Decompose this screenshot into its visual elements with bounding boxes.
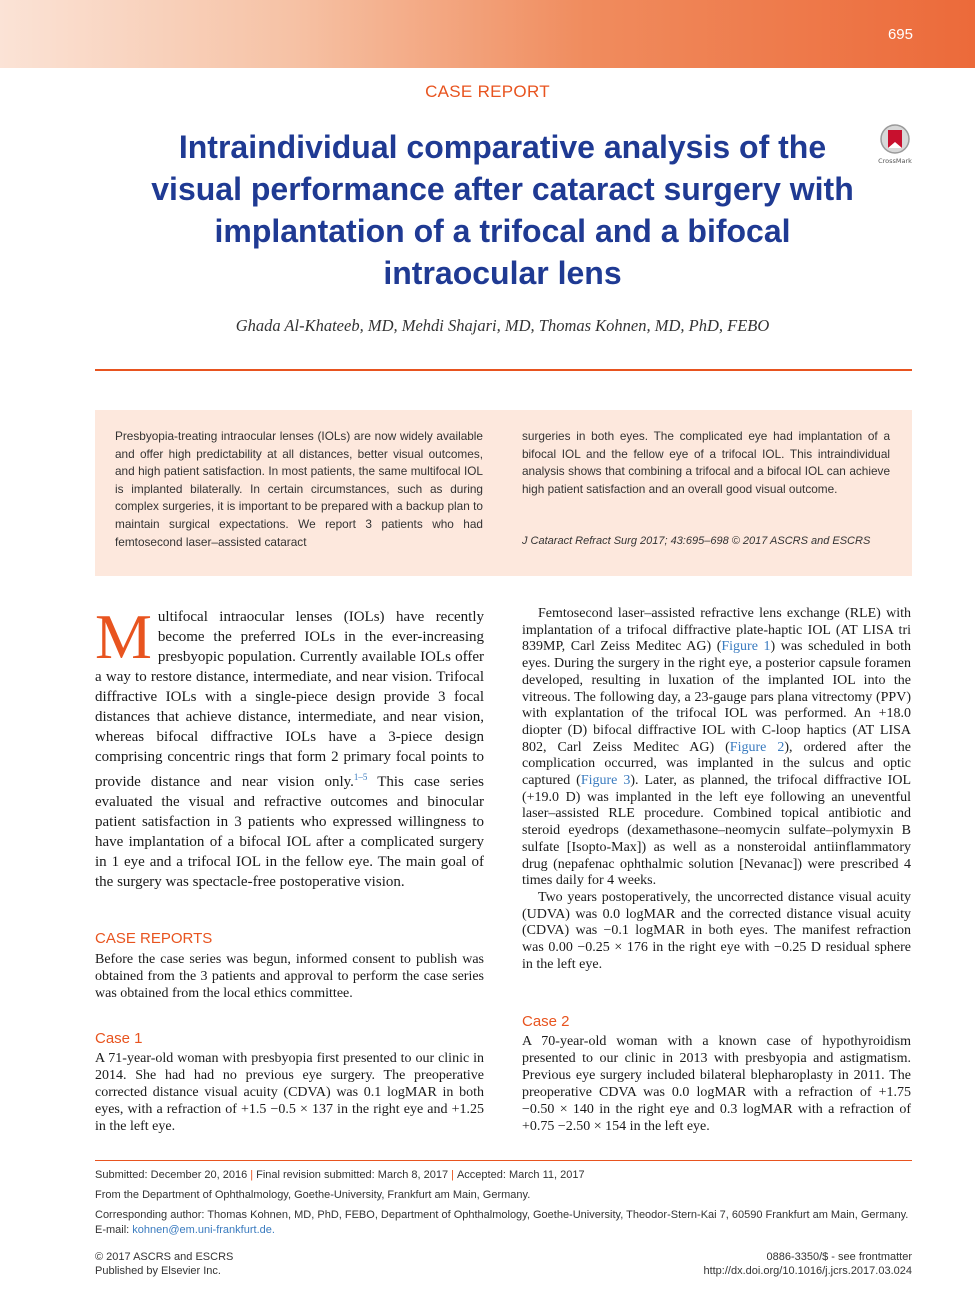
intro-text-b: This case series evaluated the visual and refractive outcomes and binocular patient satisfaction in 3 patients who expressed willingness to have implantation of a bifocal IOL after a complicated surgery in 1 eye and a trifocal IOL in the fellow eye. The main goal of the surgery was spectacle-free postoperative vision. <box>95 774 484 890</box>
case1-paragraph: A 71-year-old woman with presbyopia first presented to our clinic in 2014. She had had no previous eye surgery. The preoperative corrected distance visual acuity (CDVA) was 0.1 logMAR in both eyes, with a refraction of +1.5 −0.5 × 137 in the right eye and +1.25 in the left eye. <box>95 1051 484 1134</box>
case-reports-paragraph: Before the case series was begun, informed consent to publish was obtained from the 3 patients and approval to perform the case series was obtained from the local ethics committee. <box>95 952 484 1001</box>
abstract-col-1: Presbyopia-treating intraocular lenses (IOLs) are now widely available and offer high predictability at all distances, better visual outcomes, and high patient satisfaction. In most patients, the same multifocal IOL is implanted bilaterally. In certain circumstances, such as during complex surgeries, it is important to be prepared with a backup plan to maintain surgical expectations. We report 3 patients who had femtosecond laser–assisted cataract <box>115 429 483 549</box>
figure-3-link[interactable]: Figure 3 <box>580 773 631 789</box>
page-number: 695 <box>887 26 913 43</box>
copyright: © 2017 ASCRS and ESCRS <box>95 1251 234 1263</box>
affiliation: From the Department of Ophthalmology, Goethe-University, Frankfurt am Main, Germany. <box>95 1189 531 1201</box>
case1-heading: Case 1 <box>95 1030 143 1047</box>
case2-paragraph: A 70-year-old woman with a known case of hypothyroidism presented to our clinic in 2013 with presbyopia and astigmatism. Previous eye surgery included bilateral blepharoplasty in 2011. The preoperative CDVA was 0.0 logMAR with a refraction of +1.75 −0.50 × 140 in the right eye and 0.3 logMAR with a refraction of +0.75 −2.50 × 154 in the left eye. <box>522 1034 911 1134</box>
case-reports-heading: CASE REPORTS <box>95 930 213 947</box>
case2-text <box>522 1033 911 1135</box>
header-bar <box>0 0 975 68</box>
crossmark-label: CrossMark <box>878 157 912 165</box>
submitted-date: Submitted: December 20, 2016 <box>95 1169 248 1181</box>
accepted-date: Accepted: March 11, 2017 <box>456 1169 585 1181</box>
title-divider <box>95 369 912 371</box>
corresponding-author: Corresponding author: Thomas Kohnen, MD, PhD, FEBO, Department of Ophthalmology, Goethe-University, Theodor-Stern-Kai 7, 60590 Frankfurt am Main, Germany. E-mail: kohnen@em.uni-frankfurt.de. <box>95 1209 909 1236</box>
figure-1-link[interactable]: Figure 1 <box>721 639 771 655</box>
dropcap: M <box>95 601 152 672</box>
revision-date: Final revision submitted: March 8, 2017 <box>256 1169 449 1181</box>
author-list: Ghada Al-Khateeb, MD, Mehdi Shajari, MD, Thomas Kohnen, MD, PhD, FEBO <box>235 316 770 335</box>
reference-link[interactable]: 1–5 <box>353 772 368 782</box>
publisher: Published by Elsevier Inc. <box>95 1265 221 1277</box>
footer-right <box>703 1250 912 1278</box>
right-column <box>522 606 911 973</box>
submission-dates: Submitted: December 20, 2016 | Final revision submitted: March 8, 2017 | Accepted: March 11, 2017 <box>95 1169 585 1181</box>
email-link[interactable]: kohnen@em.uni-frankfurt.de. <box>132 1224 275 1236</box>
section-label: CASE REPORT <box>425 82 550 101</box>
right-paragraph-1: Femtosecond laser–assisted refractive lens exchange (RLE) with implantation of a trifocal diffractive plate-haptic IOL (AT LISA tri 839MP, Carl Zeiss Meditec AG) (Figure 1) was scheduled in both eyes. During the surgery in the right eye, a posterior capsule foramen developed, resulting in luxation of the implanted IOL into the vitreous. The following day, a 23-gauge pars plana vitrectomy (PPV) with explantation of the trifocal IOL was performed. An +18.0 diopter (D) bifocal diffractive IOL with C-loop haptics (AT LISA 802, Carl Zeiss Meditec AG) (Figure 2), ordered after the complication occurred, was implanted in the sulcus and optic captured (Figure 3). Later, as planned, the trifocal diffractive IOL (+19.0 D) was implanted in the left eye following an uneventful laser–assisted RLE procedure. Combined topical antibiotic and steroid eyedrops (dexamethasone–neomycin sulfate–polymyxin B sulfate [Isopto-Max]) as well as a nonsteroidal antiinflammatory drug (nepafenac ophthalmic solution [Nevanac]) were prescribed 4 times daily for 4 weeks. <box>522 606 911 889</box>
figure-2-link[interactable]: Figure 2 <box>729 739 785 755</box>
footer-divider <box>95 1160 912 1161</box>
case1-text <box>95 1050 484 1135</box>
doi-link[interactable]: http://dx.doi.org/10.1016/j.jcrs.2017.03.024 <box>703 1265 912 1277</box>
footer-left <box>95 1250 233 1278</box>
right-paragraph-2: Two years postoperatively, the uncorrected distance visual acuity (UDVA) was 0.0 logMAR and the corrected distance visual acuity (CDVA) was −0.1 logMAR in both eyes. The manifest refraction was 0.00 −0.25 × 176 in the right eye with −0.25 D residual sphere in the left eye. <box>522 889 911 972</box>
intro-text-a: ultifocal intraocular lenses (IOLs) have recently become the preferred IOLs in the ever-increasing presbyopic population. Currently available IOLs offer a way to restore distance, intermediate, and near vision. Trifocal diffractive IOLs with a single-piece design provide 3 focal distances that achieve distance, intermediate, and near vision, whereas bifocal diffractive IOLs have a 3-piece design comprising concentric rings that form 2 primary focal points to provide distance and near vision only. <box>95 609 484 790</box>
intro-paragraph <box>95 601 484 892</box>
crossmark-icon[interactable] <box>873 122 917 166</box>
abstract-col-2: surgeries in both eyes. The complicated eye had implantation of a bifocal IOL and the fellow eye of a trifocal IOL. This intraindividual analysis shows that combining a trifocal and a bifocal IOL can achieve high patient satisfaction and an overall good visual outcome. <box>522 429 890 496</box>
article-title: Intraindividual comparative analysis of the visual performance after cataract surgery with implantation of a trifocal and a bifocal intraocular lens <box>151 129 854 291</box>
case2-heading: Case 2 <box>522 1013 570 1030</box>
citation: J Cataract Refract Surg 2017; 43:695–698 © 2017 ASCRS and ESCRS <box>522 535 871 547</box>
issn: 0886-3350/$ - see frontmatter <box>766 1251 912 1263</box>
case-reports-text <box>95 951 484 1002</box>
